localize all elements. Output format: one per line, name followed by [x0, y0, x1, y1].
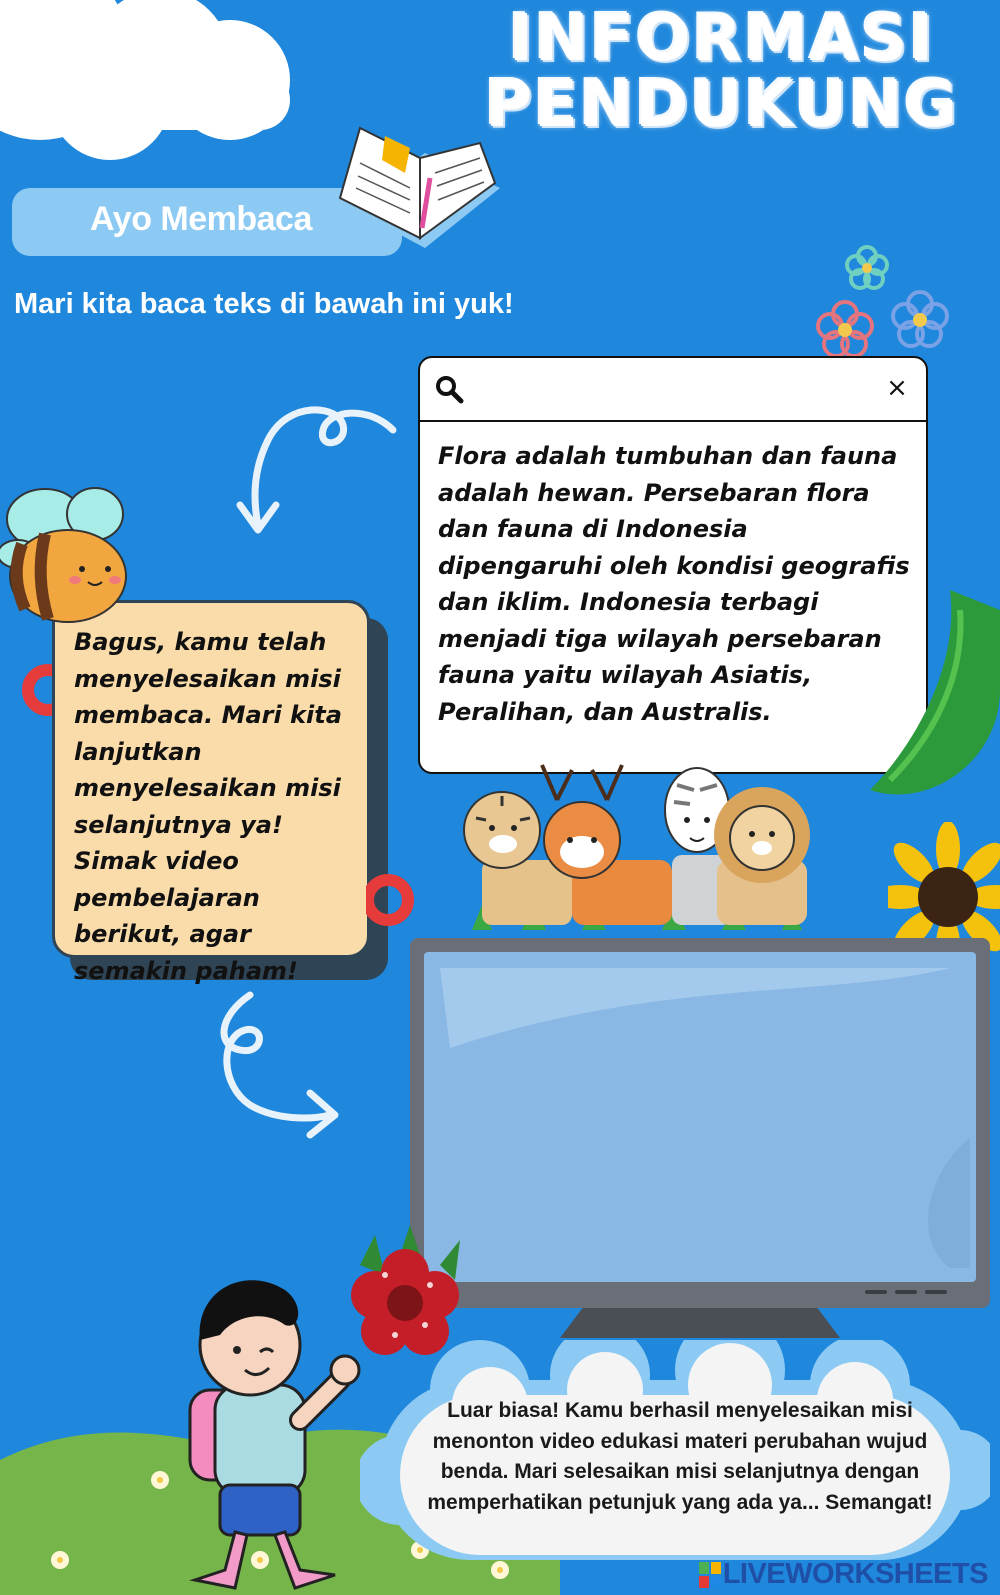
brand-text: LIVEWORKSHEETS [722, 1558, 988, 1590]
page-title [462, 2, 982, 142]
ring-decoration [366, 870, 418, 930]
title-line-2: PENDUKUNG [485, 68, 959, 142]
curly-arrow-icon [210, 985, 360, 1160]
section-label: Ayo Membaca [90, 200, 312, 238]
search-card [418, 356, 928, 774]
title-line-1: INFORMASI [509, 2, 935, 76]
bee-icon [0, 484, 140, 634]
book-icon [330, 118, 510, 278]
note-text: Bagus, kamu telah menyelesaikan misi membaca. Mari kita lanjutkan menyelesaikan misi selanjutnya ya! Simak video pembelajaran berikut, agar semakin paham! [74, 628, 342, 985]
search-icon[interactable] [434, 374, 464, 404]
kid-illustration [165, 1270, 375, 1595]
message-text: Luar biasa! Kamu berhasil menyelesaikan misi menonton video edukasi materi perubahan wujud benda. Mari selesaikan misi selanjutnya dengan memperhatikan petunjuk yang ada ya... Semangat! [427, 1399, 933, 1514]
leaf-decoration [870, 590, 1000, 840]
cloud-decoration [0, 0, 320, 170]
close-icon[interactable]: × [886, 373, 908, 403]
reading-text: Flora adalah tumbuhan dan fauna adalah hewan. Persebaran flora dan fauna di Indonesia dipengaruhi oleh kondisi geografis dan iklim. Indonesia terbagi menjadi tiga wilayah persebaran fauna yaitu wilayah Asiatis, Peralihan, dan Australis. [438, 442, 910, 726]
animals-illustration [462, 760, 832, 940]
curly-arrow-icon [228, 400, 408, 550]
intro-text: Mari kita baca teks di bawah ini yuk! [14, 288, 514, 320]
liveworksheets-icon [699, 1562, 721, 1588]
search-bar[interactable] [420, 358, 926, 422]
brand-logo [699, 1558, 988, 1591]
video-screen[interactable] [410, 938, 990, 1358]
